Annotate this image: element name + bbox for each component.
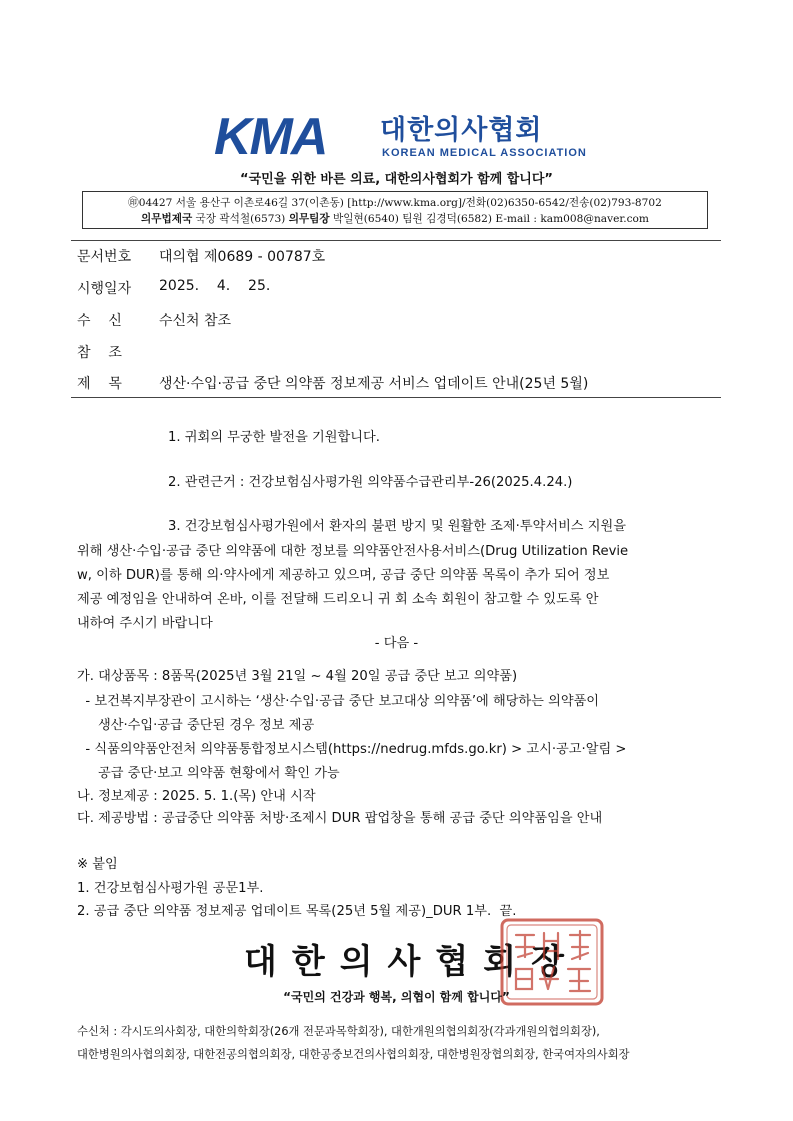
subject-label: 제 목 — [77, 376, 122, 392]
doc-number: 대의협 제0689 - 00787호 — [159, 249, 326, 265]
header-top-rule — [71, 240, 721, 241]
paragraph-2: 2. 관련근거 : 건강보험심사평가원 의약품수급관리부-26(2025.4.24.) — [168, 475, 573, 490]
paragraph-3-line-3: w, 이하 DUR)를 통해 의·약사에게 제공하고 있으며, 공급 중단 의약품 목록이 추가 되어 정보 — [77, 568, 610, 583]
subject: 생산·수입·공급 중단 의약품 정보제공 서비스 업데이트 안내(25년 5월) — [159, 376, 589, 392]
footer-slogan: “국민의 건강과 행복, 의협이 함께 합니다” — [283, 990, 510, 1004]
dept-label: 의무법제국 — [141, 213, 193, 225]
item-ga-sub-2: - 식품의약품안전처 의약품통합정보시스템(https://nedrug.mfds.go.kr) > 고시·공고·알림 > — [77, 742, 627, 757]
date-label: 시행일자 — [77, 281, 132, 297]
dept-director: 국장 곽석철(6573) — [192, 213, 289, 225]
org-name-ko: 대한의사협회 — [380, 115, 543, 146]
paragraph-3-line-2: 위해 생산·수입·공급 중단 의약품에 대한 정보를 의약품안전사용서비스(Drug Utilization Revie — [77, 544, 629, 559]
issue-date: 2025. 4. 25. — [159, 278, 271, 294]
item-da: 다. 제공방법 : 공급중단 의약품 처방·조제시 DUR 팝업창을 통해 공급 중단 의약품임을 안내 — [77, 811, 603, 826]
header-bottom-rule — [71, 397, 721, 398]
contact-staff-line — [83, 211, 707, 226]
attachment-2: 2. 공급 중단 의약품 정보제공 업데이트 목록(25년 5월 제공)_DUR 1부. 끝. — [77, 904, 517, 919]
paragraph-3-line-5: 내하여 주시기 바랍니다 — [77, 616, 213, 631]
cc-label: 참 조 — [77, 345, 122, 361]
paragraph-3-line-4: 제공 예정임을 안내하여 온바, 이를 전달해 드리오니 귀 회 소속 회원이 참고할 수 있도록 안 — [77, 592, 599, 607]
team-contacts: 박일현(6540) 팀원 김경덕(6582) E-mail : kam008@naver.com — [329, 213, 649, 225]
item-ga-sub-1-cont: 생산·수입·공급 중단된 경우 정보 제공 — [77, 718, 315, 733]
next-heading: - 다음 - — [374, 636, 419, 651]
header-slogan: “국민을 위한 바른 의료, 대한의사협회가 함께 합니다” — [240, 172, 553, 187]
item-ga: 가. 대상품목 : 8품목(2025년 3월 21일 ~ 4월 20일 공급 중단 보고 의약품) — [77, 669, 518, 684]
doc-number-label: 문서번호 — [77, 249, 132, 265]
president-title: 대한의사협회장 — [244, 942, 579, 982]
recipients-line-1: 수신처 : 각시도의사회장, 대한의학회장(26개 전문과목학회장), 대한개원의협의회장(각과개원의협의회장), — [77, 1025, 600, 1038]
item-ga-sub-2-cont: 공급 중단·보고 의약품 현황에서 확인 가능 — [77, 766, 340, 781]
contact-box — [82, 191, 708, 229]
paragraph-3-line-1: 3. 건강보험심사평가원에서 환자의 불편 방지 및 원활한 조제·투약서비스 지원을 — [168, 519, 626, 534]
org-name-en: KOREAN MEDICAL ASSOCIATION — [382, 147, 587, 159]
contact-address-line: ㊞04427 서울 용산구 이촌로46길 37(이촌동) [http://www.kma.org]/전화(02)6350-6542/전송(02)793-8702 — [128, 197, 662, 209]
item-ga-sub-1: - 보건복지부장관이 고시하는 ‘생산·수입·공급 중단 보고대상 의약품’에 해당하는 의약품이 — [77, 694, 600, 709]
attachment-heading: ※ 붙임 — [77, 857, 118, 872]
recipients-line-2: 대한병원의사협의회장, 대한전공의협의회장, 대한공중보건의사협의회장, 대한병원장협의회장, 한국여자의사회장 — [77, 1048, 630, 1061]
kma-logo-mark: KMA — [214, 108, 327, 166]
attachment-1: 1. 건강보험심사평가원 공문1부. — [77, 881, 264, 896]
paragraph-1: 1. 귀회의 무궁한 발전을 기원합니다. — [168, 430, 380, 445]
team-label: 의무팀장 — [288, 213, 330, 225]
item-na: 나. 정보제공 : 2025. 5. 1.(목) 안내 시작 — [77, 789, 316, 804]
recipient: 수신처 참조 — [159, 313, 232, 329]
recipient-label: 수 신 — [77, 313, 122, 329]
